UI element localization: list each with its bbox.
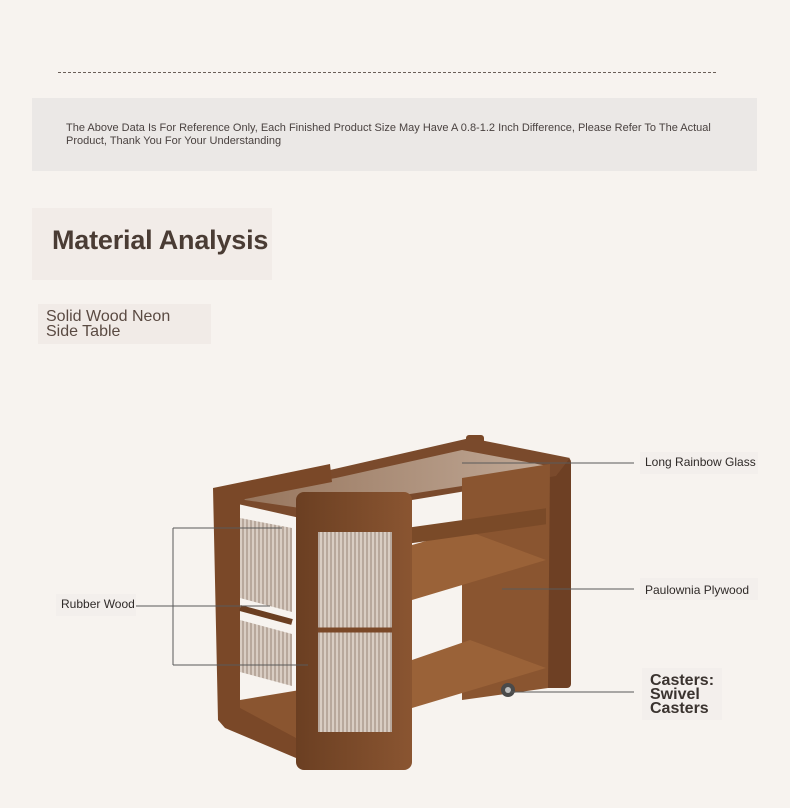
- glass-label: Long Rainbow Glass: [645, 455, 756, 469]
- section-title: Material Analysis: [52, 225, 269, 255]
- left-glass-upper: [240, 518, 292, 612]
- left-glass-lower: [240, 620, 292, 686]
- plywood-label: Paulownia Plywood: [645, 583, 750, 597]
- notice-text: The Above Data Is For Reference Only, Each Finished Product Size May Have A 0.8-1.2 Inch Difference, Please Refer To The Actual Product, Thank You For Your Understanding: [66, 122, 711, 147]
- wood-label: Rubber Wood: [61, 597, 135, 611]
- product-subtitle: Solid Wood Neon Side Table: [46, 308, 171, 340]
- casters-label: Casters: Swivel Casters: [650, 672, 715, 717]
